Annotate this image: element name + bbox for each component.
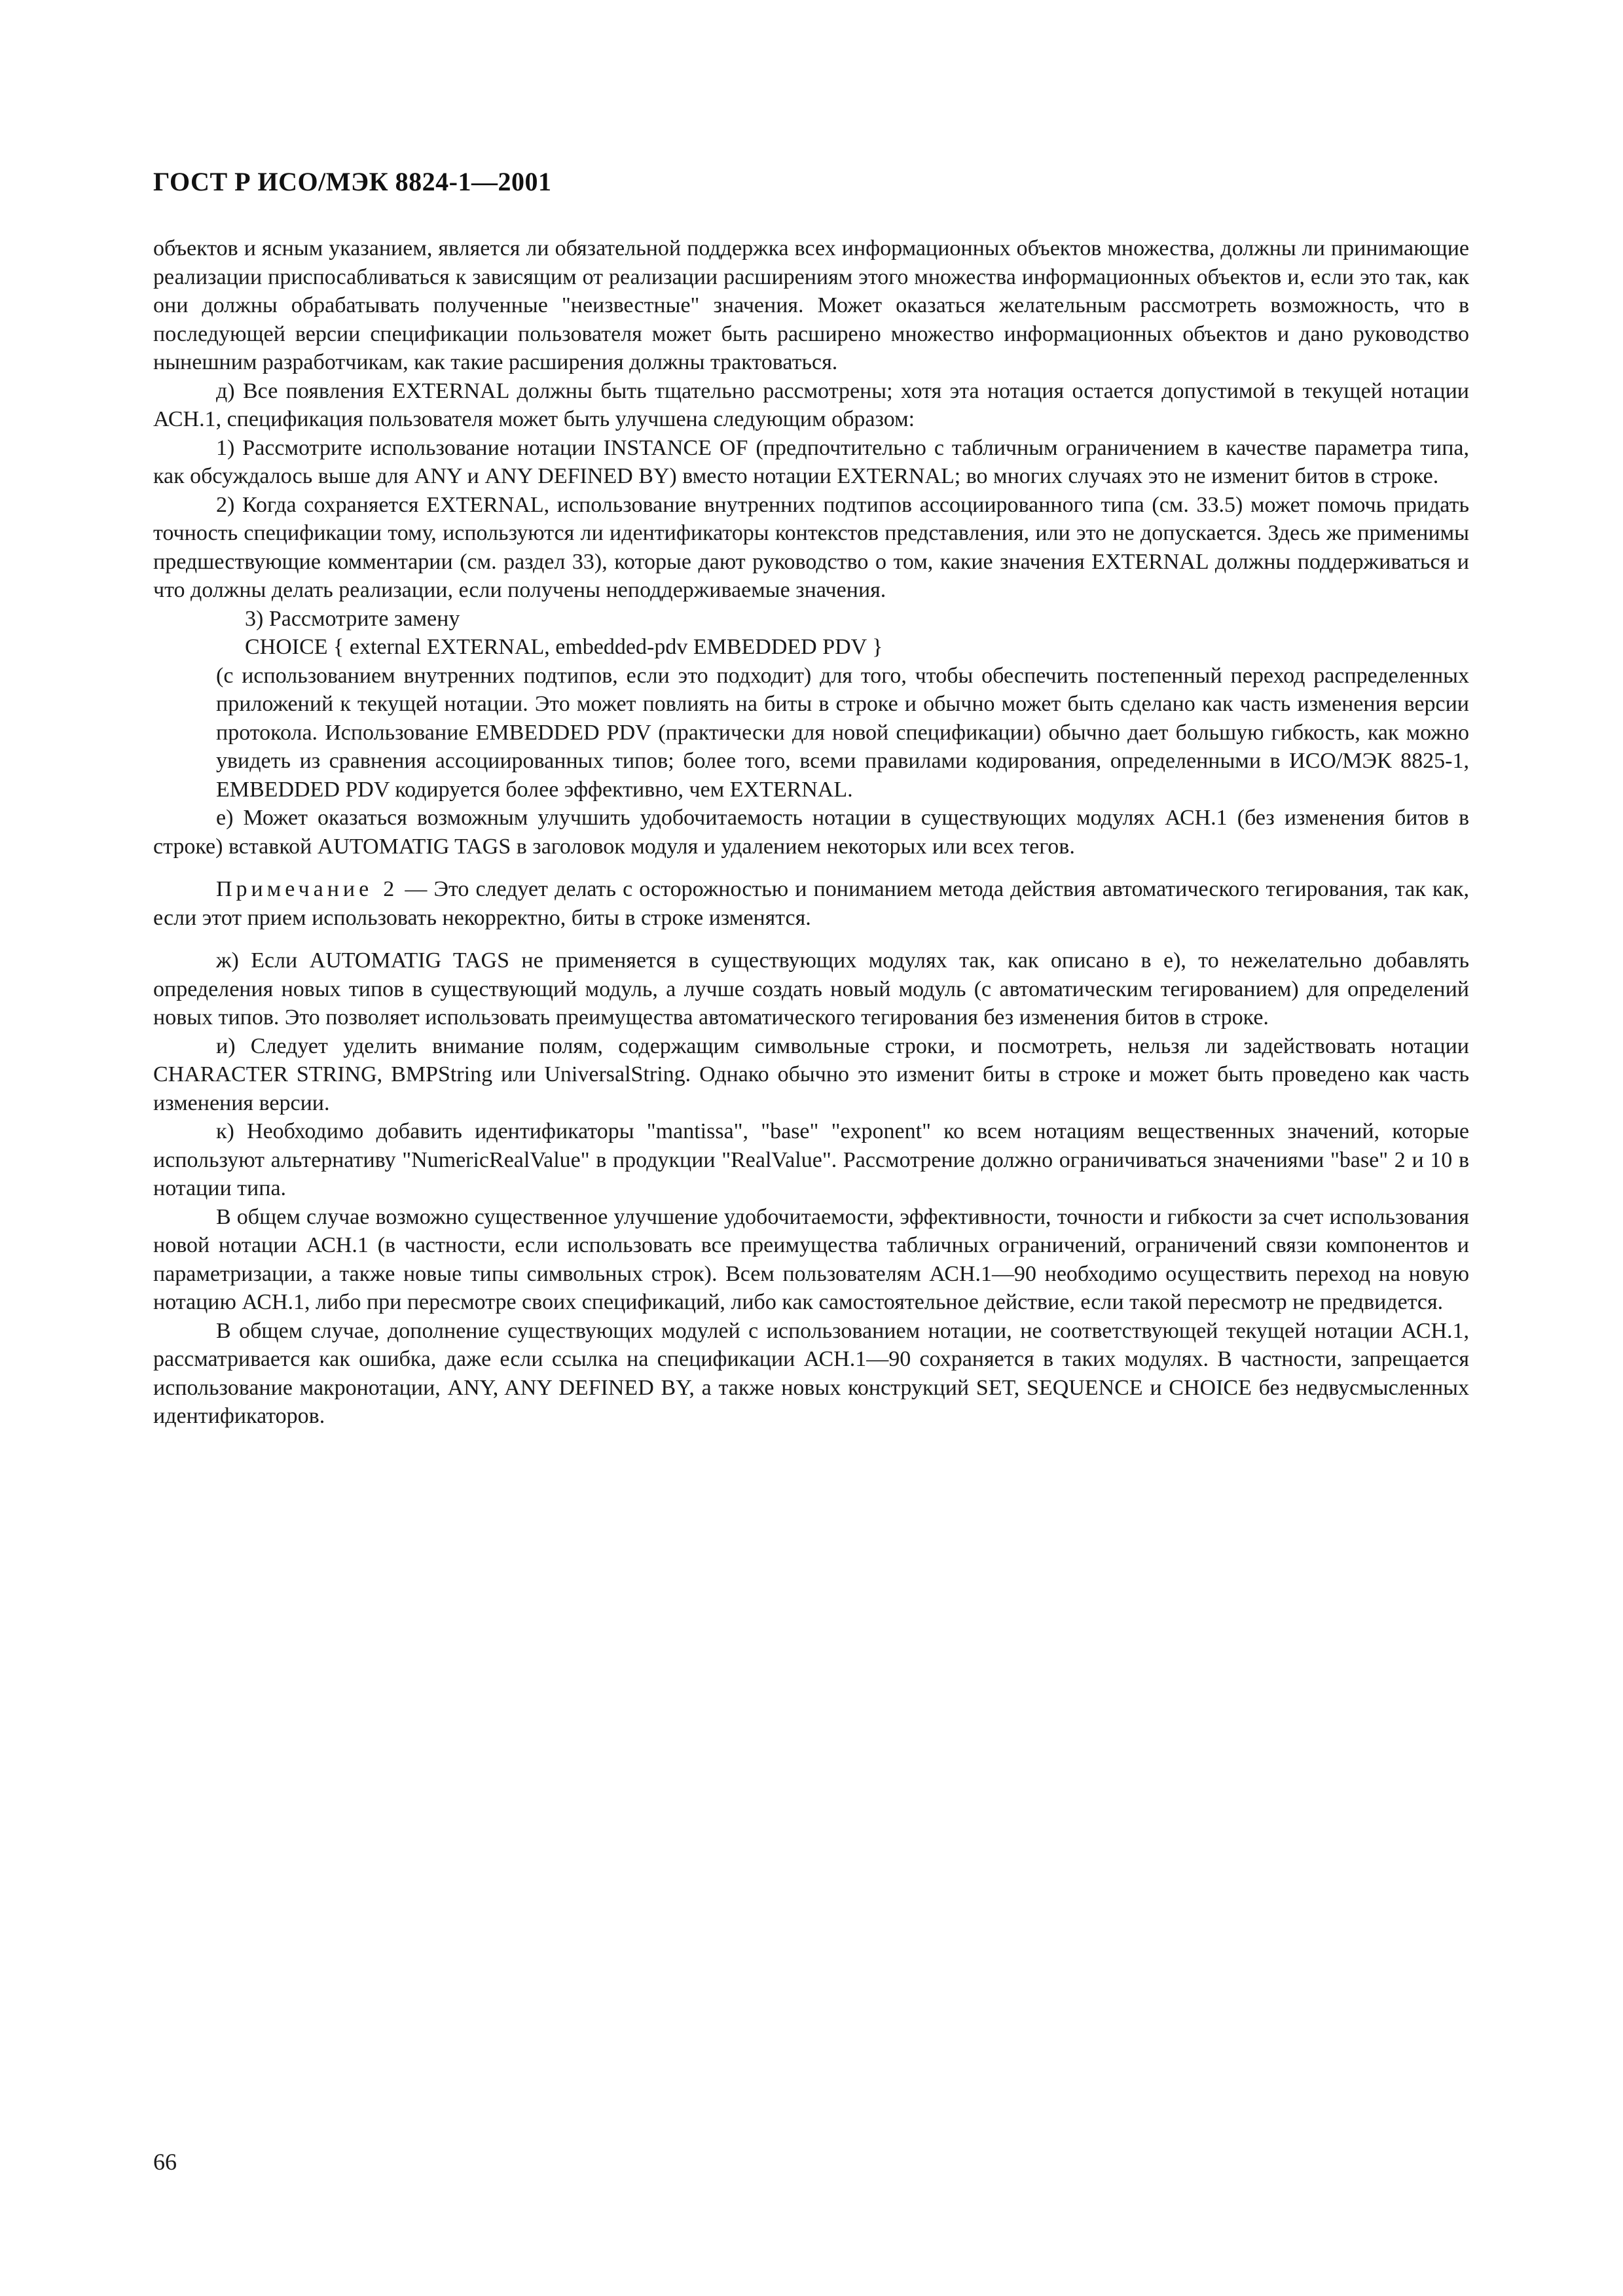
paragraph-item-d-1 [153,434,1469,491]
paragraph-general-1: В общем случае возможно существенное улучшение удобочитаемости, эффективности, точности и гибкости за счет использования новой нотации АСН.1 (в частности, если использовать все преимущества табличных ограничений, ограничений связи компонентов и параметризации, а также новые типы символьных строк). Всем пользователям АСН.1—90 необходимо осуществить переход на новую нотацию АСН.1, либо при пересмотре своих спецификаций, либо как самостоятельное действие, если такой пересмотр не предвидется. [153,1204,1469,1314]
paragraph-item-d: д) Все появления EXTERNAL должны быть тщательно рассмотрены; хотя эта нотация остается допустимой в текущей нотации АСН.1, спецификация пользователя может быть улучшена следующим образом: [153,378,1469,431]
paragraph-general-2: В общем случае, дополнение существующих модулей с использованием нотации, не соответствующей текущей нотации АСН.1, рассматривается как ошибка, даже если ссылка на спецификации АСН.1—90 сохраняется в таких модулях. В частности, запрещается использование макронотации, ANY, ANY DEFINED BY, а также новых конструкций SET, SEQUENCE и CHOICE без недвусмысленных идентификаторов. [153,1318,1469,1428]
paragraph-item-i: и) Следует уделить внимание полям, содержащим символьные строки, и посмотреть, нельзя ли задействовать нотации CHARACTER STRING, BMPString или UniversalString. Однако обычно это изменит биты в строке и может быть проведено как часть изменения версии. [153,1033,1469,1115]
note-text: — Это следует делать с осторожностью и пониманием метода действия автоматического тегирования, так как, если этот прием использовать некорректно, биты в строке изменятся. [153,877,1469,930]
note-2 [153,875,1469,932]
paragraph-item-d-2: 2) Когда сохраняется EXTERNAL, использование внутренних подтипов ассоциированного типа (см. 33.5) может помочь придать точность спецификации тому, используются ли идентификаторы контекстов представления, или это не допускается. Здесь же применимы предшествующие комментарии (см. раздел 33), которые дают руководство о том, какие значения EXTERNAL должны поддерживаться и что должны делать реализации, если получены неподдерживаемые значения. [153,492,1469,602]
paragraph-item-k: к) Необходимо добавить идентификаторы "mantissa", "base" "exponent" ко всем нотациям вещественных значений, которые используют альтернативу "NumericRealValue" в продукции "RealValue". Рассмотрение должно ограничиваться значениями "base" 2 и 10 в нотации типа. [153,1119,1469,1200]
code-choice: CHOICE { external EXTERNAL, embedded-pdv EMBEDDED PDV } [245,635,883,659]
page-number: 66 [153,2149,177,2175]
paragraph-item-d-1-text: 1) Рассмотрите использование нотации INSTANCE OF (предпочтительно с табличным ограничением в качестве параметра типа, как обсуждалось выше для ANY и ANY DEFINED BY) вместо нотации EXTERNAL; во многих случаях это не изменит битов в строке. [153,435,1469,488]
paragraph-item-zh: ж) Если AUTOMATIG TAGS не применяется в существующих модулях так, как описано в е), то нежелательно добавлять определения новых типов в существующий модуль, а лучше создать новый модуль (с автоматическим тегированием) для определений новых типов. Это позволяет использовать преимущества автоматического тегирования без изменения битов в строке. [153,948,1469,1030]
paragraph-item-d-3-body: (с использованием внутренних подтипов, если это подходит) для того, чтобы обеспечить постепенный переход распределенных приложений к текущей нотации. Это может повлиять на биты в строке и обычно может быть сделано как часть изменения версии протокола. Использование EMBEDDED PDV (практически для новой спецификации) обычно дает большую гибкость, как можно увидеть из сравнения ассоциированных типов; более того, всеми правилами кодирования, определенными в ИСО/МЭК 8825-1, EMBEDDED PDV кодируется более эффективно, чем EXTERNAL. [216,663,1469,802]
paragraph-item-d-3: 3) Рассмотрите замену [245,606,460,631]
document-body [153,234,1469,1431]
paragraph-continuation: объектов и ясным указанием, является ли обязательной поддержка всех информационных объектов множества, должны ли принимающие реализации приспосабливаться к зависящим от реализации расширениям этого множества информационных объектов и, если это так, как они должны обрабатывать полученные "неизвестные" значения. Может оказаться желательным рассмотреть возможность, что в последующей версии спецификации пользователя может быть расширено множество информационных объектов и дано руководство нынешним разработчикам, как такие расширения должны трактоваться. [153,236,1469,374]
note-label: Примечание 2 [216,877,399,901]
paragraph-item-e: е) Может оказаться возможным улучшить удобочитаемость нотации в существующих модулях АСН.1 (без изменения битов в строке) вставкой AUTOMATIG TAGS в заголовок модуля и удалением некоторых или всех тегов. [153,806,1469,859]
document-header: ГОСТ Р ИСО/МЭК 8824-1—2001 [153,167,552,196]
